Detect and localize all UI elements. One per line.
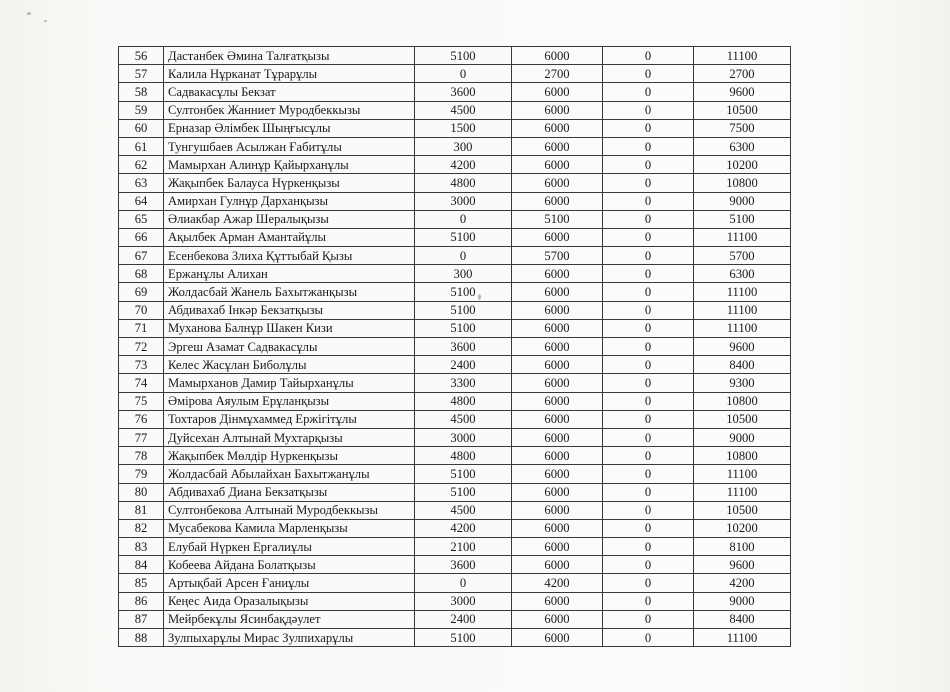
amount-3-cell: 0 [603, 265, 694, 283]
scan-speck [44, 20, 47, 22]
amount-1-cell: 4200 [415, 156, 512, 174]
amount-1-cell: 4200 [415, 519, 512, 537]
row-number-cell: 70 [119, 301, 164, 319]
row-number-cell: 85 [119, 574, 164, 592]
amount-3-cell: 0 [603, 65, 694, 83]
amount-2-cell: 6000 [512, 119, 603, 137]
table-row [119, 447, 791, 465]
amount-total-cell: 6300 [694, 137, 791, 155]
table-row [119, 192, 791, 210]
amount-1-cell: 4500 [415, 101, 512, 119]
row-number-cell: 84 [119, 556, 164, 574]
table-row [119, 301, 791, 319]
amount-3-cell: 0 [603, 356, 694, 374]
amount-2-cell: 6000 [512, 447, 603, 465]
row-number-cell: 82 [119, 519, 164, 537]
amount-2-cell: 4200 [512, 574, 603, 592]
amount-3-cell: 0 [603, 301, 694, 319]
amount-2-cell: 6000 [512, 392, 603, 410]
table-row [119, 338, 791, 356]
amount-1-cell: 5100 [415, 319, 512, 337]
amount-total-cell: 10500 [694, 101, 791, 119]
amount-1-cell: 4800 [415, 174, 512, 192]
student-name-cell: Кеңес Аида Оразалықызы [164, 592, 415, 610]
amount-1-cell: 5100 [415, 629, 512, 647]
amount-2-cell: 6000 [512, 428, 603, 446]
amount-total-cell: 9000 [694, 592, 791, 610]
row-number-cell: 57 [119, 65, 164, 83]
row-number-cell: 76 [119, 410, 164, 428]
amount-3-cell: 0 [603, 319, 694, 337]
amount-1-cell: 5100 [415, 228, 512, 246]
amount-3-cell: 0 [603, 574, 694, 592]
table-row [119, 265, 791, 283]
amount-3-cell: 0 [603, 47, 694, 65]
table-row [119, 574, 791, 592]
student-name-cell: Дуйсехан Алтынай Мухтарқызы [164, 428, 415, 446]
amount-3-cell: 0 [603, 228, 694, 246]
amount-2-cell: 6000 [512, 174, 603, 192]
amount-3-cell: 0 [603, 519, 694, 537]
amount-3-cell: 0 [603, 465, 694, 483]
student-name-cell: Әмірова Аяулым Ерұланқызы [164, 392, 415, 410]
amount-1-cell: 5100 [415, 301, 512, 319]
amount-3-cell: 0 [603, 338, 694, 356]
table-row [119, 137, 791, 155]
student-name-cell: Мейрбекұлы Ясинбақдәулет [164, 610, 415, 628]
student-name-cell: Ерназар Әлімбек Шыңғысұлы [164, 119, 415, 137]
amount-1-cell: 300 [415, 265, 512, 283]
amount-1-cell: 0 [415, 247, 512, 265]
table-row [119, 392, 791, 410]
student-name-cell: Мамырхан Алинұр Қайырханұлы [164, 156, 415, 174]
amount-3-cell: 0 [603, 629, 694, 647]
row-number-cell: 59 [119, 101, 164, 119]
amount-3-cell: 0 [603, 392, 694, 410]
amount-2-cell: 6000 [512, 556, 603, 574]
row-number-cell: 71 [119, 319, 164, 337]
row-number-cell: 68 [119, 265, 164, 283]
table-row [119, 210, 791, 228]
amount-1-cell: 3300 [415, 374, 512, 392]
student-name-cell: Мусабекова Камила Марленқызы [164, 519, 415, 537]
amount-1-cell: 0 [415, 574, 512, 592]
student-name-cell: Мамырханов Дамир Тайырханұлы [164, 374, 415, 392]
table-row [119, 629, 791, 647]
student-name-cell: Жақыпбек Мөлдір Нуркенқызы [164, 447, 415, 465]
amount-1-cell: 4500 [415, 410, 512, 428]
amount-2-cell: 6000 [512, 610, 603, 628]
row-number-cell: 63 [119, 174, 164, 192]
row-number-cell: 75 [119, 392, 164, 410]
student-name-cell: Тохтаров Дінмұхаммед Ержігітұлы [164, 410, 415, 428]
amount-2-cell: 6000 [512, 137, 603, 155]
amount-2-cell: 6000 [512, 301, 603, 319]
table-row [119, 374, 791, 392]
table-row [119, 519, 791, 537]
table-row [119, 65, 791, 83]
amount-2-cell: 6000 [512, 47, 603, 65]
row-number-cell: 58 [119, 83, 164, 101]
amount-2-cell: 6000 [512, 228, 603, 246]
table-row [119, 83, 791, 101]
amount-1-cell: 1500 [415, 119, 512, 137]
student-name-cell: Калила Нұрканат Тұрарұлы [164, 65, 415, 83]
row-number-cell: 86 [119, 592, 164, 610]
table-row [119, 428, 791, 446]
amount-total-cell: 8400 [694, 610, 791, 628]
amount-total-cell: 10500 [694, 410, 791, 428]
amount-3-cell: 0 [603, 119, 694, 137]
student-name-cell: Дастанбек Әмина Талғатқызы [164, 47, 415, 65]
student-name-cell: Садвакасұлы Бекзат [164, 83, 415, 101]
student-name-cell: Эргеш Азамат Садвакасұлы [164, 338, 415, 356]
table-row [119, 483, 791, 501]
student-name-cell: Зулпыхарұлы Мирас Зулпихарұлы [164, 629, 415, 647]
amount-2-cell: 6000 [512, 592, 603, 610]
student-name-cell: Келес Жасұлан Биболұлы [164, 356, 415, 374]
amount-1-cell: 0 [415, 65, 512, 83]
row-number-cell: 65 [119, 210, 164, 228]
table-row [119, 356, 791, 374]
amount-3-cell: 0 [603, 428, 694, 446]
amount-1-cell: 2400 [415, 356, 512, 374]
amount-total-cell: 10200 [694, 519, 791, 537]
table-row [119, 319, 791, 337]
amount-total-cell: 11100 [694, 319, 791, 337]
amount-3-cell: 0 [603, 174, 694, 192]
amount-3-cell: 0 [603, 210, 694, 228]
amount-1-cell: 3000 [415, 428, 512, 446]
student-name-cell: Жақыпбек Балауса Нүркенқызы [164, 174, 415, 192]
amount-2-cell: 2700 [512, 65, 603, 83]
amount-total-cell: 8100 [694, 538, 791, 556]
amount-total-cell: 7500 [694, 119, 791, 137]
amount-total-cell: 4200 [694, 574, 791, 592]
student-name-cell: Кобеева Айдана Болатқызы [164, 556, 415, 574]
amount-2-cell: 6000 [512, 410, 603, 428]
amount-2-cell: 6000 [512, 483, 603, 501]
amount-total-cell: 11100 [694, 465, 791, 483]
amount-total-cell: 11100 [694, 629, 791, 647]
amount-total-cell: 9300 [694, 374, 791, 392]
amount-2-cell: 6000 [512, 101, 603, 119]
amount-2-cell: 6000 [512, 265, 603, 283]
amount-1-cell: 300 [415, 137, 512, 155]
student-name-cell: Жолдасбай Абылайхан Бахытжанұлы [164, 465, 415, 483]
amount-3-cell: 0 [603, 556, 694, 574]
amount-2-cell: 6000 [512, 338, 603, 356]
amount-total-cell: 11100 [694, 283, 791, 301]
row-number-cell: 73 [119, 356, 164, 374]
amount-total-cell: 10800 [694, 174, 791, 192]
amount-1-cell: 4800 [415, 392, 512, 410]
amount-2-cell: 6000 [512, 283, 603, 301]
amount-2-cell: 6000 [512, 192, 603, 210]
amount-2-cell: 6000 [512, 319, 603, 337]
amount-total-cell: 10800 [694, 447, 791, 465]
amount-3-cell: 0 [603, 137, 694, 155]
table-body [119, 47, 791, 647]
amount-total-cell: 11100 [694, 47, 791, 65]
amount-2-cell: 6000 [512, 629, 603, 647]
row-number-cell: 80 [119, 483, 164, 501]
amount-total-cell: 10500 [694, 501, 791, 519]
amount-total-cell: 11100 [694, 228, 791, 246]
amount-3-cell: 0 [603, 247, 694, 265]
amount-3-cell: 0 [603, 610, 694, 628]
amount-3-cell: 0 [603, 501, 694, 519]
amount-2-cell: 5100 [512, 210, 603, 228]
amount-total-cell: 11100 [694, 483, 791, 501]
amount-3-cell: 0 [603, 374, 694, 392]
student-name-cell: Ержанұлы Алихан [164, 265, 415, 283]
amount-total-cell: 10200 [694, 156, 791, 174]
amount-total-cell: 5100 [694, 210, 791, 228]
student-name-cell: Амирхан Гулнұр Дарханқызы [164, 192, 415, 210]
amount-total-cell: 9600 [694, 556, 791, 574]
row-number-cell: 79 [119, 465, 164, 483]
amount-1-cell: 3000 [415, 592, 512, 610]
table-row [119, 283, 791, 301]
amount-1-cell: 5100 [415, 283, 512, 301]
amount-2-cell: 6000 [512, 156, 603, 174]
student-name-cell: Елубай Нүркен Ерғалиұлы [164, 538, 415, 556]
table-row [119, 538, 791, 556]
table-row [119, 410, 791, 428]
amount-total-cell: 2700 [694, 65, 791, 83]
amount-3-cell: 0 [603, 156, 694, 174]
amount-2-cell: 6000 [512, 538, 603, 556]
row-number-cell: 87 [119, 610, 164, 628]
student-name-cell: Муханова Балнұр Шакен Кизи [164, 319, 415, 337]
student-name-cell: Абдивахаб Диана Бекзатқызы [164, 483, 415, 501]
payment-table [118, 46, 791, 647]
amount-total-cell: 9600 [694, 83, 791, 101]
amount-total-cell: 9000 [694, 428, 791, 446]
row-number-cell: 56 [119, 47, 164, 65]
amount-1-cell: 3000 [415, 192, 512, 210]
table-row [119, 247, 791, 265]
student-name-cell: Артықбай Арсен Ғаниұлы [164, 574, 415, 592]
student-name-cell: Тунгушбаев Асылжан Ғабитұлы [164, 137, 415, 155]
amount-1-cell: 3600 [415, 338, 512, 356]
table-row [119, 228, 791, 246]
amount-2-cell: 6000 [512, 356, 603, 374]
amount-1-cell: 4500 [415, 501, 512, 519]
amount-total-cell: 10800 [694, 392, 791, 410]
amount-3-cell: 0 [603, 101, 694, 119]
amount-1-cell: 2100 [415, 538, 512, 556]
amount-1-cell: 3600 [415, 556, 512, 574]
student-name-cell: Әлиакбар Ажар Шералықызы [164, 210, 415, 228]
row-number-cell: 81 [119, 501, 164, 519]
student-name-cell: Абдивахаб Інкәр Бекзатқызы [164, 301, 415, 319]
amount-total-cell: 9600 [694, 338, 791, 356]
amount-1-cell: 2400 [415, 610, 512, 628]
amount-3-cell: 0 [603, 410, 694, 428]
amount-3-cell: 0 [603, 192, 694, 210]
amount-1-cell: 5100 [415, 483, 512, 501]
row-number-cell: 83 [119, 538, 164, 556]
row-number-cell: 66 [119, 228, 164, 246]
table-row [119, 501, 791, 519]
amount-total-cell: 5700 [694, 247, 791, 265]
table-row [119, 47, 791, 65]
table-row [119, 156, 791, 174]
amount-3-cell: 0 [603, 83, 694, 101]
amount-total-cell: 6300 [694, 265, 791, 283]
table-row [119, 556, 791, 574]
amount-total-cell: 8400 [694, 356, 791, 374]
amount-3-cell: 0 [603, 538, 694, 556]
row-number-cell: 77 [119, 428, 164, 446]
table-row [119, 592, 791, 610]
amount-1-cell: 5100 [415, 465, 512, 483]
row-number-cell: 72 [119, 338, 164, 356]
row-number-cell: 69 [119, 283, 164, 301]
row-number-cell: 60 [119, 119, 164, 137]
student-name-cell: Султонбек Жанниет Муродбеккызы [164, 101, 415, 119]
row-number-cell: 74 [119, 374, 164, 392]
row-number-cell: 64 [119, 192, 164, 210]
amount-1-cell: 0 [415, 210, 512, 228]
amount-2-cell: 6000 [512, 501, 603, 519]
table-row [119, 119, 791, 137]
table-row [119, 174, 791, 192]
amount-2-cell: 6000 [512, 374, 603, 392]
student-name-cell: Жолдасбай Жанель Бахытжанқызы [164, 283, 415, 301]
amount-2-cell: 6000 [512, 83, 603, 101]
row-number-cell: 62 [119, 156, 164, 174]
amount-2-cell: 6000 [512, 519, 603, 537]
amount-total-cell: 11100 [694, 301, 791, 319]
student-name-cell: Есенбекова Злиха Құттыбай Қызы [164, 247, 415, 265]
row-number-cell: 88 [119, 629, 164, 647]
student-name-cell: Ақылбек Арман Амантайұлы [164, 228, 415, 246]
amount-3-cell: 0 [603, 592, 694, 610]
amount-3-cell: 0 [603, 447, 694, 465]
scan-speck [27, 12, 31, 15]
amount-1-cell: 5100 [415, 47, 512, 65]
amount-2-cell: 5700 [512, 247, 603, 265]
amount-1-cell: 4800 [415, 447, 512, 465]
amount-3-cell: 0 [603, 283, 694, 301]
row-number-cell: 61 [119, 137, 164, 155]
table-row [119, 610, 791, 628]
table-row [119, 465, 791, 483]
table-row [119, 101, 791, 119]
amount-2-cell: 6000 [512, 465, 603, 483]
amount-total-cell: 9000 [694, 192, 791, 210]
amount-1-cell: 3600 [415, 83, 512, 101]
row-number-cell: 78 [119, 447, 164, 465]
row-number-cell: 67 [119, 247, 164, 265]
student-name-cell: Султонбекова Алтынай Муродбеккызы [164, 501, 415, 519]
amount-3-cell: 0 [603, 483, 694, 501]
